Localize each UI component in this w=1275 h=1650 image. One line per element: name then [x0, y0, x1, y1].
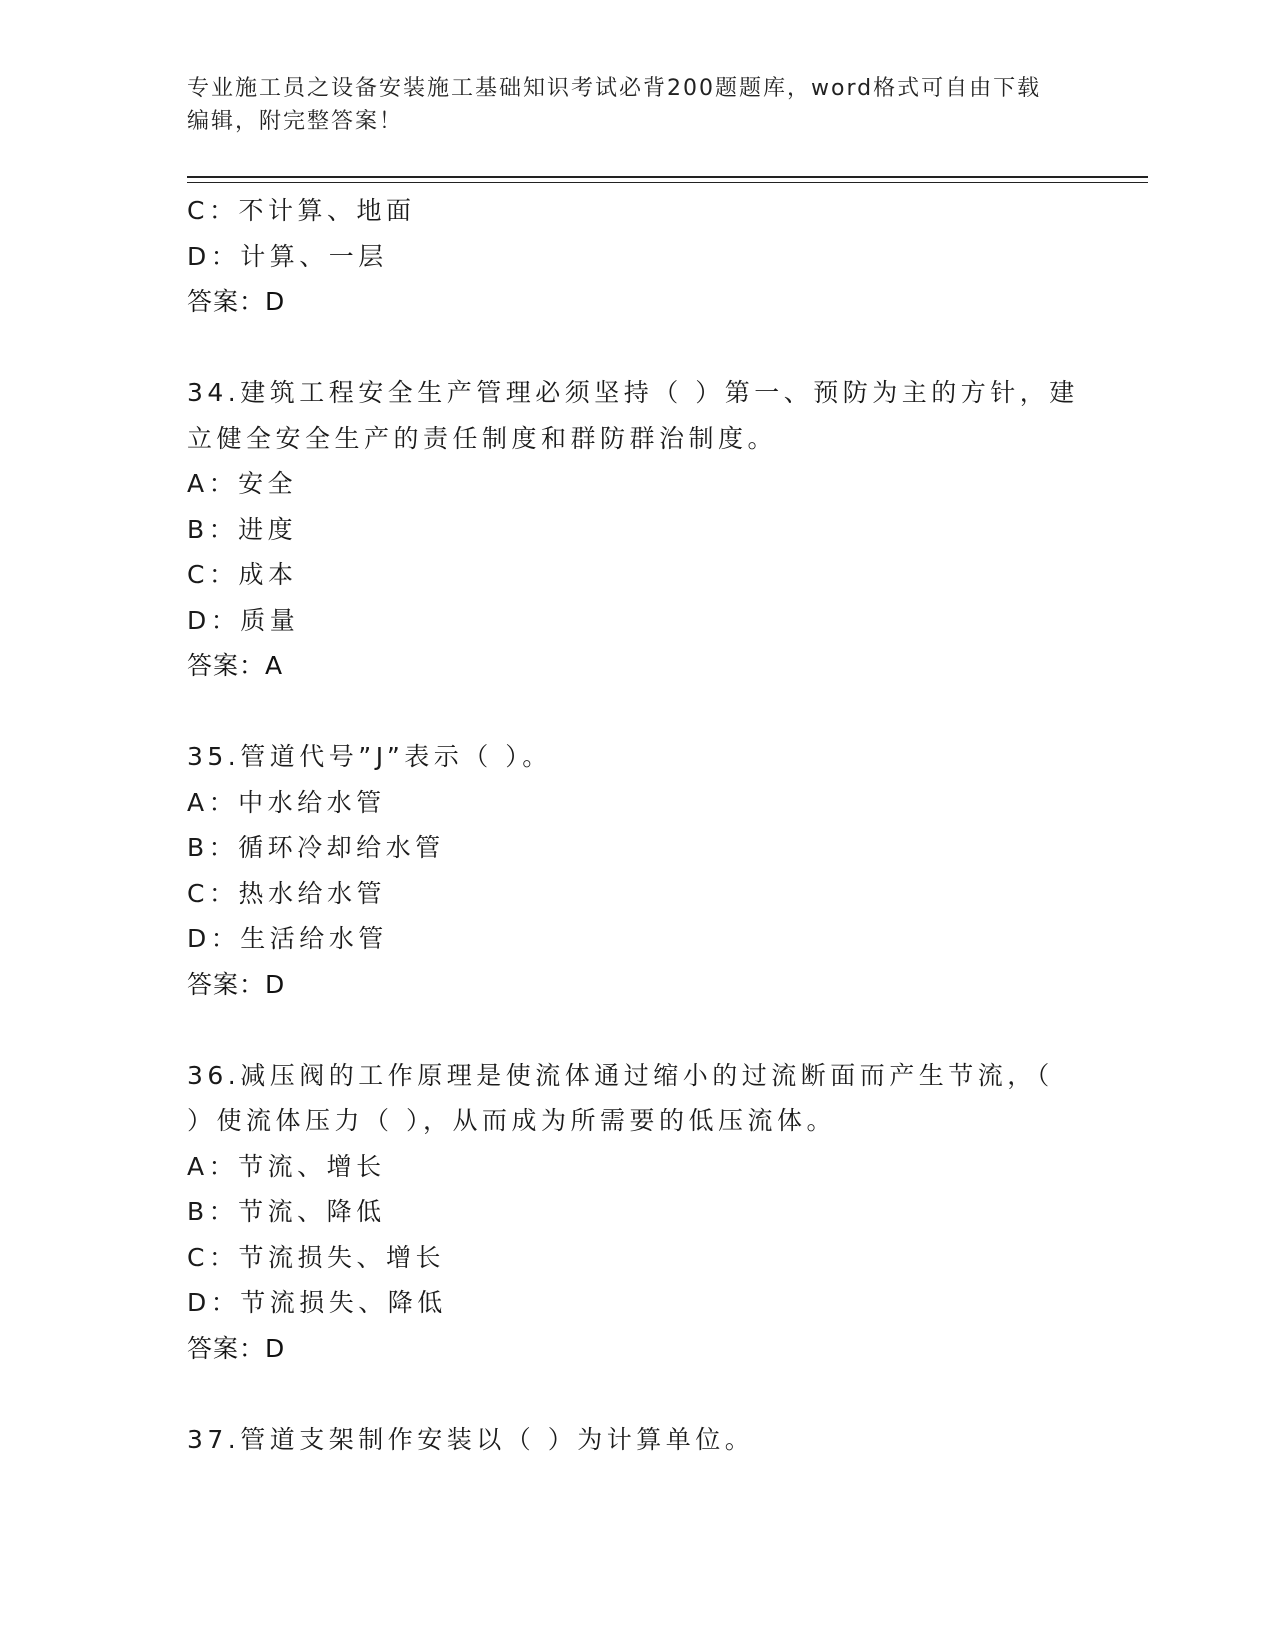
- spacer: [187, 1007, 1087, 1053]
- answer: 答案：D: [187, 287, 286, 316]
- option-b: B：节流、降低: [187, 1197, 386, 1226]
- spacer: [187, 325, 1087, 371]
- header-rule-thin: [187, 182, 1148, 183]
- question-stem-line-1: 35.管道代号”J”表示（ ）。: [187, 742, 552, 771]
- question-33: [187, 188, 1087, 325]
- option-c: C：不计算、地面: [187, 196, 416, 225]
- header-line-1: 专业施工员之设备安装施工基础知识考试必背200题题库，word格式可自由下载: [187, 76, 1042, 101]
- question-stem-line-1: 36.减压阀的工作原理是使流体通过缩小的过流断面而产生节流，（: [187, 1060, 1054, 1090]
- question-stem-line-2: 立健全安全生产的责任制度和群防群治制度。: [187, 423, 778, 453]
- question-36: [187, 1053, 1087, 1372]
- option-a: A：节流、增长: [187, 1151, 386, 1181]
- question-37: [187, 1417, 1087, 1463]
- option-d: D：节流损失、降低: [187, 1288, 447, 1317]
- option-b: B：进度: [187, 514, 298, 544]
- option-c: C：成本: [187, 560, 298, 589]
- answer: 答案：D: [187, 969, 286, 999]
- question-stem-line-1: 34.建筑工程安全生产管理必须坚持（ ）第一、预防为主的方针，建: [187, 378, 1079, 407]
- question-stem-line-2: ）使流体压力（ ），从而成为所需要的低压流体。: [187, 1106, 836, 1135]
- option-c: C：节流损失、增长: [187, 1242, 445, 1272]
- answer: 答案：D: [187, 1333, 286, 1363]
- spacer: [187, 689, 1087, 735]
- spacer: [187, 1371, 1087, 1417]
- question-stem-line-1: 37.管道支架制作安装以（ ）为计算单位。: [187, 1424, 755, 1454]
- option-a: A：中水给水管: [187, 787, 386, 817]
- question-34: [187, 370, 1087, 689]
- option-b: B：循环冷却给水管: [187, 833, 445, 862]
- option-c: C：热水给水管: [187, 878, 386, 908]
- option-a: A：安全: [187, 469, 298, 498]
- question-35: [187, 734, 1087, 1007]
- option-d: D：质量: [187, 605, 300, 635]
- header-rule-thick: [187, 176, 1148, 178]
- question-list: [187, 188, 1087, 1462]
- document-header: [187, 72, 1067, 138]
- header-line-2: 编辑，附完整答案！: [187, 109, 404, 134]
- option-d: D：计算、一层: [187, 241, 388, 271]
- option-d: D：生活给水管: [187, 924, 388, 953]
- answer: 答案：A: [187, 651, 284, 680]
